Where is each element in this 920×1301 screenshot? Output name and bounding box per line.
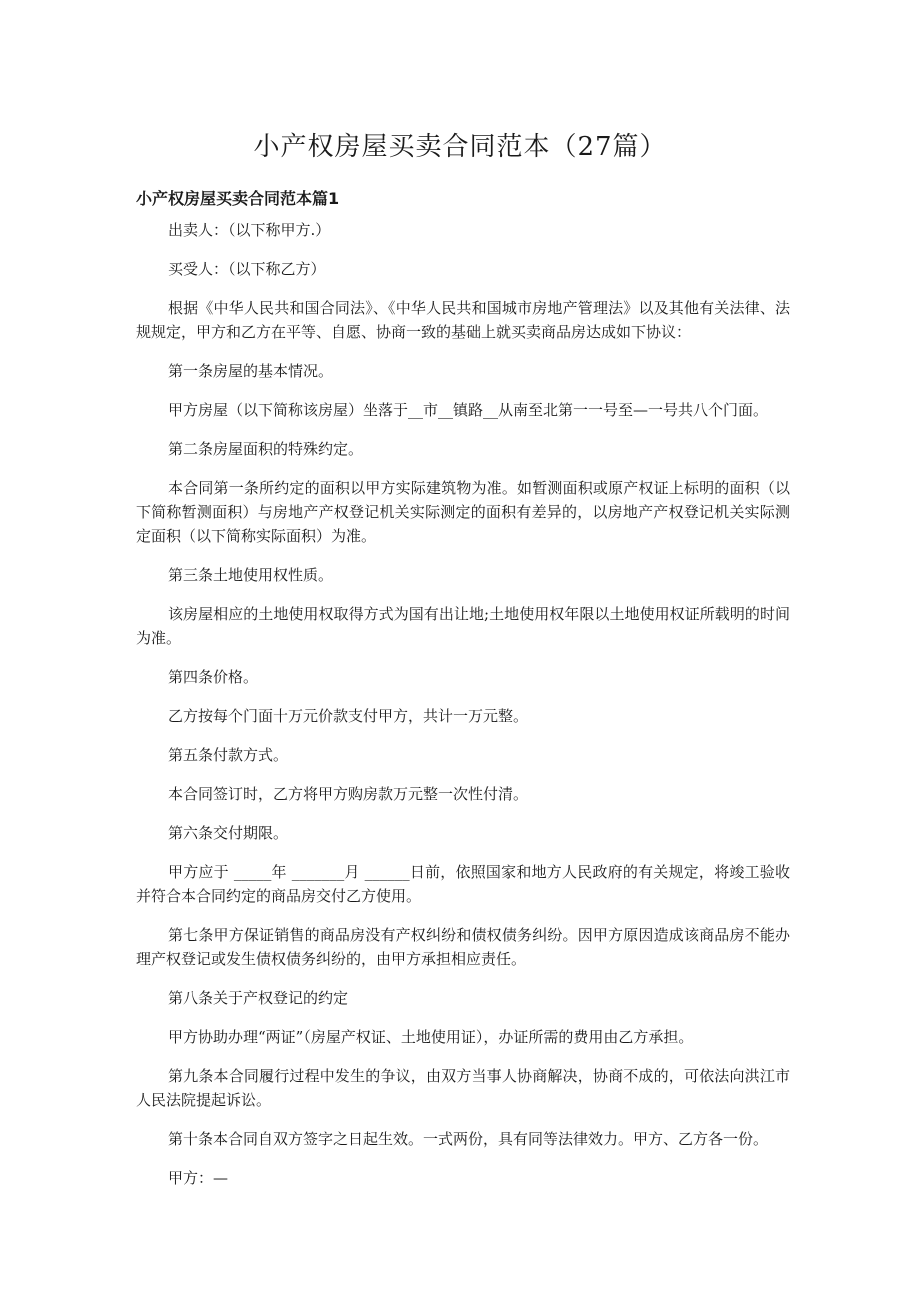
clause-3-body: 该房屋相应的土地使用权取得方式为国有出让地;土地使用权年限以土地使用权证所载明的时间为准。	[136, 605, 790, 647]
paragraph-seller: 出卖人：（以下称甲方.）	[168, 221, 331, 239]
clause-6-body: 甲方应于 _____年 _______月 ______日前，依照国家和地方人民政府的有关规定，将竣工验收并符合本合同约定的商品房交付乙方使用。	[136, 863, 790, 905]
clause-9: 第九条本合同履行过程中发生的争议，由双方当事人协商解决，协商不成的，可依法向洪江市人民法院提起诉讼。	[136, 1067, 790, 1109]
document-title: 小产权房屋买卖合同范本（27篇）	[253, 132, 667, 162]
clause-7: 第七条甲方保证销售的商品房没有产权纠纷和债权债务纠纷。因甲方原因造成该商品房不能办理产权登记或发生债权债务纠纷的，由甲方承担相应责任。	[136, 926, 790, 968]
clause-5-body: 本合同签订时，乙方将甲方购房款万元整一次性付清。	[168, 785, 529, 803]
paragraph-buyer: 买受人：（以下称乙方）	[168, 260, 326, 278]
clause-8-heading: 第八条关于产权登记的约定	[168, 989, 349, 1007]
clause-4-heading: 第四条价格。	[168, 668, 259, 686]
clause-1-body: 甲方房屋（以下简称该房屋）坐落于__市__镇路__从南至北第一一号至—一号共八个门面。	[168, 401, 769, 419]
clause-2-heading: 第二条房屋面积的特殊约定。	[168, 440, 364, 458]
clause-5-heading: 第五条付款方式。	[168, 746, 289, 764]
clause-8-body: 甲方协助办理“两证”（房屋产权证、土地使用证），办证所需的费用由乙方承担。	[168, 1028, 694, 1046]
paragraph-preamble: 根据《中华人民共和国合同法》、《中华人民共和国城市房地产管理法》以及其他有关法律、法规规定，甲方和乙方在平等、自愿、协商一致的基础上就买卖商品房达成如下协议：	[136, 299, 790, 341]
section-heading: 小产权房屋买卖合同范本篇1	[136, 189, 340, 208]
document-body	[136, 218, 790, 1205]
signature-party-a: 甲方：—	[168, 1169, 229, 1187]
clause-4-body: 乙方按每个门面十万元价款支付甲方，共计一万元整。	[168, 707, 529, 725]
clause-1-heading: 第一条房屋的基本情况。	[168, 362, 334, 380]
clause-10: 第十条本合同自双方签字之日起生效。一式两份，具有同等法律效力。甲方、乙方各一份。	[168, 1130, 769, 1148]
clause-6-heading: 第六条交付期限。	[168, 824, 289, 842]
clause-2-body: 本合同第一条所约定的面积以甲方实际建筑物为准。如暂测面积或原产权证上标明的面积（以下简称暂测面积）与房地产产权登记机关实际测定的面积有差异的，以房地产产权登记机关实际测定面积（以下简称实际面积）为准。	[136, 479, 790, 545]
clause-3-heading: 第三条土地使用权性质。	[168, 566, 334, 584]
